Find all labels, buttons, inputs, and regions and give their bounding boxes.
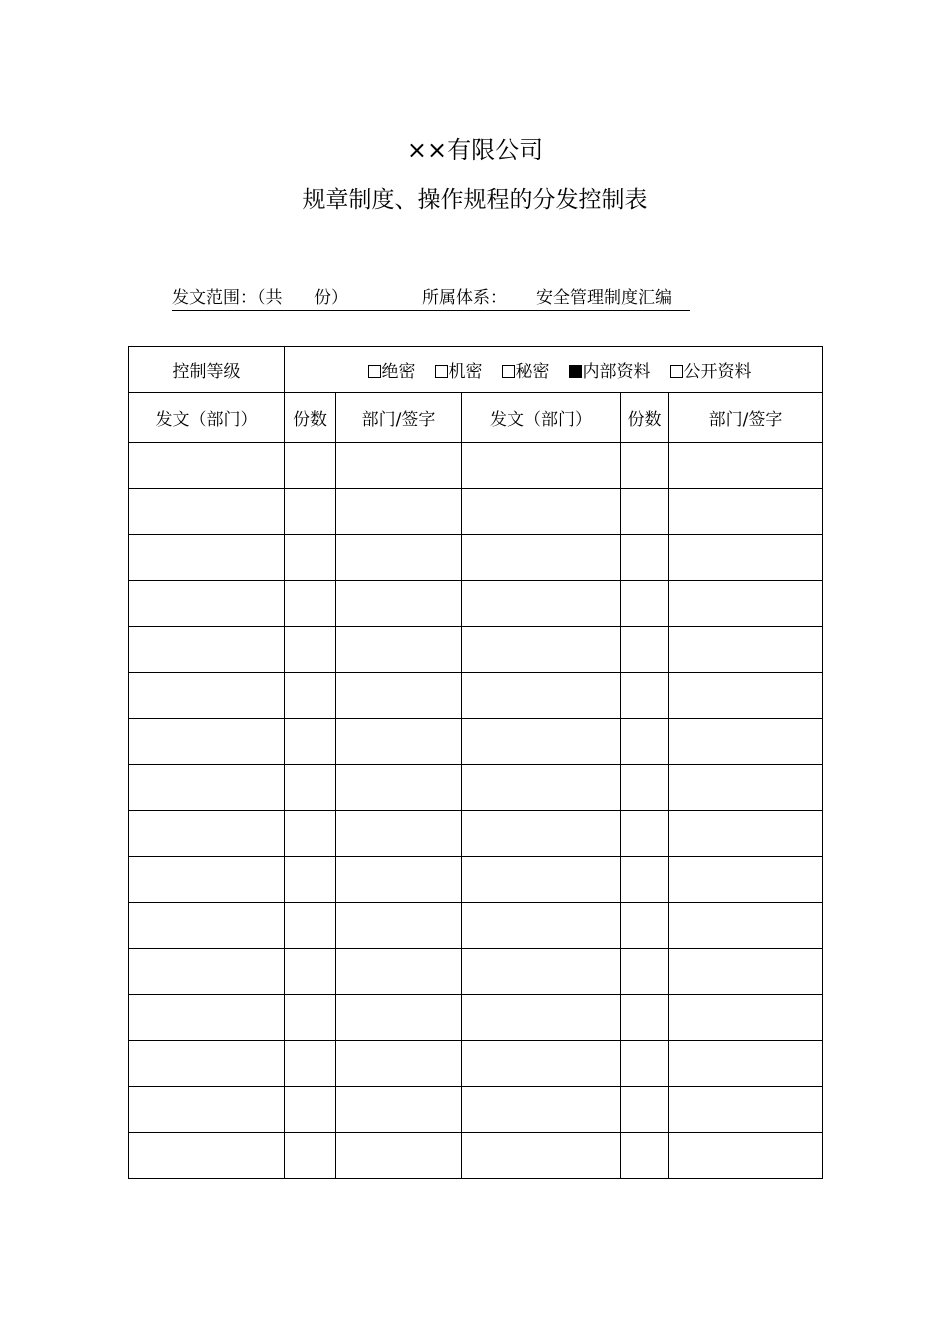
cell-sign[interactable] bbox=[336, 489, 462, 535]
table-row bbox=[129, 581, 823, 627]
cell-sign[interactable] bbox=[336, 581, 462, 627]
cell-dept[interactable] bbox=[129, 719, 285, 765]
cell-dept[interactable] bbox=[129, 765, 285, 811]
cell-copies[interactable] bbox=[285, 857, 336, 903]
cell-dept-2[interactable] bbox=[462, 1133, 621, 1179]
cell-sign-2[interactable] bbox=[669, 627, 823, 673]
distribution-table bbox=[128, 346, 823, 1179]
cell-sign-2[interactable] bbox=[669, 1087, 823, 1133]
cell-copies-2[interactable] bbox=[621, 673, 669, 719]
cell-dept-2[interactable] bbox=[462, 949, 621, 995]
cell-copies[interactable] bbox=[285, 719, 336, 765]
cell-copies[interactable] bbox=[285, 1041, 336, 1087]
cell-sign[interactable] bbox=[336, 1087, 462, 1133]
cell-copies-2[interactable] bbox=[621, 581, 669, 627]
control-level-option-label: 绝密 bbox=[381, 362, 416, 382]
cell-copies[interactable] bbox=[285, 627, 336, 673]
table-row bbox=[129, 857, 823, 903]
cell-dept-2[interactable] bbox=[462, 581, 621, 627]
header-sign: 部门/签字 bbox=[336, 393, 462, 443]
cell-sign[interactable] bbox=[336, 857, 462, 903]
control-level-option-label: 机密 bbox=[448, 362, 483, 382]
table-row bbox=[129, 811, 823, 857]
header-dept-2: 发文（部门） bbox=[462, 393, 621, 443]
table-row bbox=[129, 995, 823, 1041]
cell-dept[interactable] bbox=[129, 811, 285, 857]
table-row bbox=[129, 489, 823, 535]
header-dept: 发文（部门） bbox=[129, 393, 285, 443]
cell-sign[interactable] bbox=[336, 627, 462, 673]
cell-copies[interactable] bbox=[285, 489, 336, 535]
cell-sign-2[interactable] bbox=[669, 903, 823, 949]
cell-dept-2[interactable] bbox=[462, 1041, 621, 1087]
cell-dept[interactable] bbox=[129, 1041, 285, 1087]
cell-copies-2[interactable] bbox=[621, 1087, 669, 1133]
cell-dept-2[interactable] bbox=[462, 857, 621, 903]
table-row bbox=[129, 673, 823, 719]
checked-box-icon[interactable] bbox=[569, 365, 582, 378]
cell-sign-2[interactable] bbox=[669, 857, 823, 903]
cell-sign-2[interactable] bbox=[669, 811, 823, 857]
cell-dept-2[interactable] bbox=[462, 719, 621, 765]
table-row bbox=[129, 1087, 823, 1133]
cell-dept-2[interactable] bbox=[462, 765, 621, 811]
cell-dept-2[interactable] bbox=[462, 627, 621, 673]
cell-dept[interactable] bbox=[129, 443, 285, 489]
cell-sign[interactable] bbox=[336, 995, 462, 1041]
table-row bbox=[129, 627, 823, 673]
cell-dept[interactable] bbox=[129, 949, 285, 995]
cell-copies-2[interactable] bbox=[621, 857, 669, 903]
cell-sign-2[interactable] bbox=[669, 1041, 823, 1087]
cell-copies[interactable] bbox=[285, 535, 336, 581]
cell-dept[interactable] bbox=[129, 903, 285, 949]
cell-copies[interactable] bbox=[285, 1087, 336, 1133]
cell-sign[interactable] bbox=[336, 535, 462, 581]
cell-sign-2[interactable] bbox=[669, 673, 823, 719]
cell-copies[interactable] bbox=[285, 765, 336, 811]
scope-label: 发文范围：（共 bbox=[172, 288, 283, 308]
control-level-option-label: 内部资料 bbox=[582, 362, 651, 382]
control-level-option[interactable] bbox=[435, 357, 483, 382]
control-level-option[interactable] bbox=[502, 357, 550, 382]
cell-copies[interactable] bbox=[285, 811, 336, 857]
table-row bbox=[129, 949, 823, 995]
cell-sign[interactable] bbox=[336, 1133, 462, 1179]
cell-copies[interactable] bbox=[285, 1133, 336, 1179]
cell-copies[interactable] bbox=[285, 581, 336, 627]
cell-sign-2[interactable] bbox=[669, 443, 823, 489]
cell-sign-2[interactable] bbox=[669, 995, 823, 1041]
control-level-option[interactable] bbox=[670, 357, 752, 382]
control-level-options bbox=[285, 347, 823, 393]
system-label: 所属体系： bbox=[422, 288, 507, 308]
cell-dept-2[interactable] bbox=[462, 1087, 621, 1133]
cell-sign-2[interactable] bbox=[669, 535, 823, 581]
table-row bbox=[129, 765, 823, 811]
cell-copies-2[interactable] bbox=[621, 765, 669, 811]
cell-sign[interactable] bbox=[336, 443, 462, 489]
control-level-option-label: 秘密 bbox=[515, 362, 550, 382]
cell-sign-2[interactable] bbox=[669, 765, 823, 811]
header-sign-2: 部门/签字 bbox=[669, 393, 823, 443]
cell-copies[interactable] bbox=[285, 903, 336, 949]
table-row bbox=[129, 1041, 823, 1087]
system-value: 安全管理制度汇编 bbox=[536, 288, 672, 308]
cell-copies-2[interactable] bbox=[621, 1133, 669, 1179]
cell-dept-2[interactable] bbox=[462, 535, 621, 581]
table-row bbox=[129, 535, 823, 581]
cell-dept-2[interactable] bbox=[462, 903, 621, 949]
cell-sign[interactable] bbox=[336, 719, 462, 765]
cell-sign[interactable] bbox=[336, 811, 462, 857]
checkbox-icon[interactable] bbox=[435, 365, 448, 378]
checkbox-icon[interactable] bbox=[368, 365, 381, 378]
cell-dept-2[interactable] bbox=[462, 673, 621, 719]
cell-dept[interactable] bbox=[129, 627, 285, 673]
cell-dept[interactable] bbox=[129, 995, 285, 1041]
header-copies: 份数 bbox=[285, 393, 336, 443]
table-row bbox=[129, 443, 823, 489]
cell-sign[interactable] bbox=[336, 765, 462, 811]
cell-copies-2[interactable] bbox=[621, 627, 669, 673]
cell-sign-2[interactable] bbox=[669, 949, 823, 995]
cell-sign[interactable] bbox=[336, 673, 462, 719]
header-copies-2: 份数 bbox=[621, 393, 669, 443]
cell-dept[interactable] bbox=[129, 535, 285, 581]
cell-copies-2[interactable] bbox=[621, 443, 669, 489]
cell-sign-2[interactable] bbox=[669, 489, 823, 535]
control-level-label: 控制等级 bbox=[129, 347, 285, 393]
cell-copies[interactable] bbox=[285, 443, 336, 489]
header-row bbox=[129, 393, 823, 443]
cell-dept-2[interactable] bbox=[462, 489, 621, 535]
cell-copies-2[interactable] bbox=[621, 1041, 669, 1087]
cell-copies[interactable] bbox=[285, 673, 336, 719]
cell-copies-2[interactable] bbox=[621, 949, 669, 995]
cell-dept-2[interactable] bbox=[462, 995, 621, 1041]
cell-sign[interactable] bbox=[336, 949, 462, 995]
cell-sign-2[interactable] bbox=[669, 1133, 823, 1179]
distribution-meta bbox=[172, 286, 690, 311]
cell-copies-2[interactable] bbox=[621, 489, 669, 535]
table-row bbox=[129, 719, 823, 765]
cell-sign-2[interactable] bbox=[669, 581, 823, 627]
cell-copies-2[interactable] bbox=[621, 995, 669, 1041]
checkbox-icon[interactable] bbox=[670, 365, 683, 378]
cell-sign-2[interactable] bbox=[669, 719, 823, 765]
cell-copies[interactable] bbox=[285, 995, 336, 1041]
cell-copies-2[interactable] bbox=[621, 535, 669, 581]
table-row bbox=[129, 903, 823, 949]
cell-dept[interactable] bbox=[129, 673, 285, 719]
control-level-option-label: 公开资料 bbox=[683, 362, 752, 382]
company-name: ××有限公司 bbox=[406, 136, 544, 164]
cell-copies[interactable] bbox=[285, 949, 336, 995]
control-level-option[interactable] bbox=[368, 357, 416, 382]
control-level-option[interactable] bbox=[569, 357, 651, 382]
control-level-row bbox=[129, 347, 823, 393]
cell-dept[interactable] bbox=[129, 857, 285, 903]
cell-sign[interactable] bbox=[336, 1041, 462, 1087]
scope-unit: 份） bbox=[314, 288, 348, 308]
cell-dept-2[interactable] bbox=[462, 443, 621, 489]
cell-copies-2[interactable] bbox=[621, 811, 669, 857]
cell-dept[interactable] bbox=[129, 581, 285, 627]
cell-dept[interactable] bbox=[129, 1087, 285, 1133]
cell-sign[interactable] bbox=[336, 903, 462, 949]
form-title: 规章制度、操作规程的分发控制表 bbox=[302, 187, 648, 213]
cell-dept[interactable] bbox=[129, 489, 285, 535]
cell-dept-2[interactable] bbox=[462, 811, 621, 857]
cell-copies-2[interactable] bbox=[621, 903, 669, 949]
checkbox-icon[interactable] bbox=[502, 365, 515, 378]
table-row bbox=[129, 1133, 823, 1179]
cell-copies-2[interactable] bbox=[621, 719, 669, 765]
cell-dept[interactable] bbox=[129, 1133, 285, 1179]
